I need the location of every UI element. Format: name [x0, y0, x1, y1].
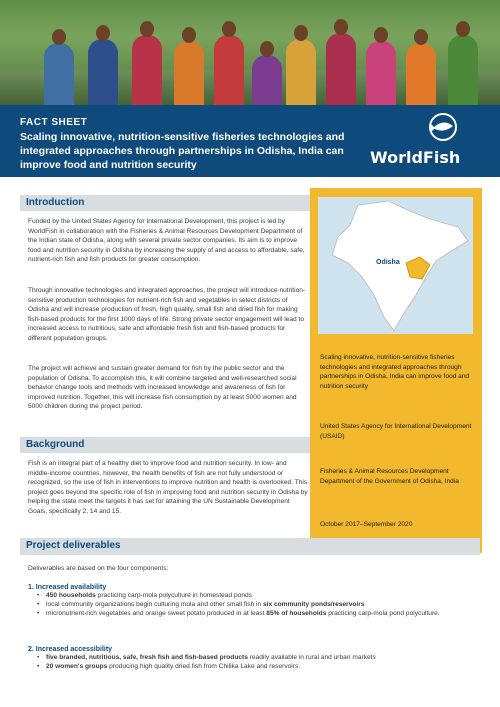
india-map [318, 197, 473, 334]
deliverables-intro: Deliverables are based on the four components: [28, 565, 169, 572]
background-heading-bar [20, 437, 310, 453]
partners-text: Fisheries & Animal Resources Development Department of the Government of Odisha, India [320, 468, 459, 485]
map-label-odisha: Odisha [376, 259, 400, 266]
deliverables-heading: Project deliverables [26, 540, 121, 551]
list-item: • five branded, nutritious, safe, fresh fish and fish-based products readily available in rural and urban markets [46, 653, 468, 662]
intro-paragraph-2: Through innovative technologies and integrated approaches, the project will introduce nutrition-sensitive production technologies for nutrient-rich fish and vegetables in select districts of Odisha and will increase production of fresh, high quality, small fish and dried fish for making fish-based products for the first 1000 days of life. Strong private sector engagement will lead to increased access to nutritious, safe and affordable fresh fish and fish-based products for different population groups. [28, 287, 306, 342]
person-figure [214, 35, 244, 105]
component-1 [28, 584, 468, 619]
component-1-list [28, 591, 468, 619]
person-figure [406, 43, 436, 105]
person-figure [366, 41, 396, 105]
person-figure [252, 55, 282, 105]
worldfish-logo [370, 112, 480, 172]
component-2-title: 2. Increased accessibility [28, 646, 113, 653]
donor-text: United States Agency for International Development (USAID) [320, 423, 472, 440]
background-heading: Background [26, 439, 85, 450]
list-item: • local community organizations begin culturing mola and other small fish in six community ponds/reservoirs [46, 600, 468, 609]
person-figure [286, 39, 316, 105]
intro-heading-bar [20, 195, 310, 211]
component-2 [28, 646, 468, 671]
duration-text: October 2017–September 2020 [320, 521, 413, 528]
logo-wordmark: WorldFish [370, 148, 461, 167]
intro-paragraph-3: The project will achieve and sustain greater demand for fish by the public sector and the population of Odisha. To accomplish this, it will combine targeted and well-researched social behavior change tools and methods with increased knowledge and awareness of fish for improved nutrition. Together, this will increase fish consumption by at least 5000 women and 5000 children during the project period. [28, 365, 297, 411]
intro-paragraph-1: Funded by the United States Agency for International Development, this project is led by WorldFish in collaboration with the Fisheries & Animal Resources Development Department of the Indian state of Odisha, along with several private sector companies. Its aim is to improve food and nutrition security in Odisha by increasing the supply of and access to affordable, safe, nutrient-rich fish and fish products for greater consumption. [28, 218, 305, 264]
list-item: • 20 women's groups producing high quality dried fish from Chilika Lake and reservoirs. [46, 662, 468, 671]
person-figure [448, 35, 478, 105]
component-2-list [28, 653, 468, 671]
person-figure [326, 33, 356, 105]
list-item: • micronutrient-rich vegetables and orange sweet potato produced in at least 85% of households practicing carp-mola pond polyculture. [46, 609, 468, 618]
person-figure [88, 39, 118, 105]
component-1-title: 1. Increased availability [28, 584, 107, 591]
person-figure [132, 35, 162, 105]
fact-sheet-tag: FACT SHEET [20, 117, 88, 128]
fish-logo-icon [425, 112, 461, 142]
person-figure [174, 41, 204, 105]
page-title: Scaling innovative, nutrition-sensitive fisheries technologies and integrated approaches through partnerships in Odisha, India can improve food and nutrition security [20, 131, 345, 171]
intro-heading: Introduction [26, 197, 85, 208]
project-name-text: Scaling innovative, nutrition-sensitive fisheries technologies and integrated approaches through partnerships in Odisha, India can improve food and nutrition security [320, 354, 470, 390]
list-item: • 450 households practicing carp-mola polyculture in homestead ponds [46, 591, 468, 600]
deliverables-heading-bar [20, 538, 480, 555]
person-figure [44, 43, 74, 105]
hero-photo [0, 0, 500, 105]
background-paragraph: Fish is an integral part of a healthy diet to improve food and nutrition security. In low- and middle-income countries, however, the health benefits of fish are not fully understood or recognized, so the use of fish in interventions to improve nutrition and health is overlooked. This project goes beyond the specific role of fish in improving food and nutrition security in Odisha by helping the state meet the targets it has set for attaining the UN Sustainable Development Goals, specifically 2, 14 and 15. [28, 460, 308, 515]
